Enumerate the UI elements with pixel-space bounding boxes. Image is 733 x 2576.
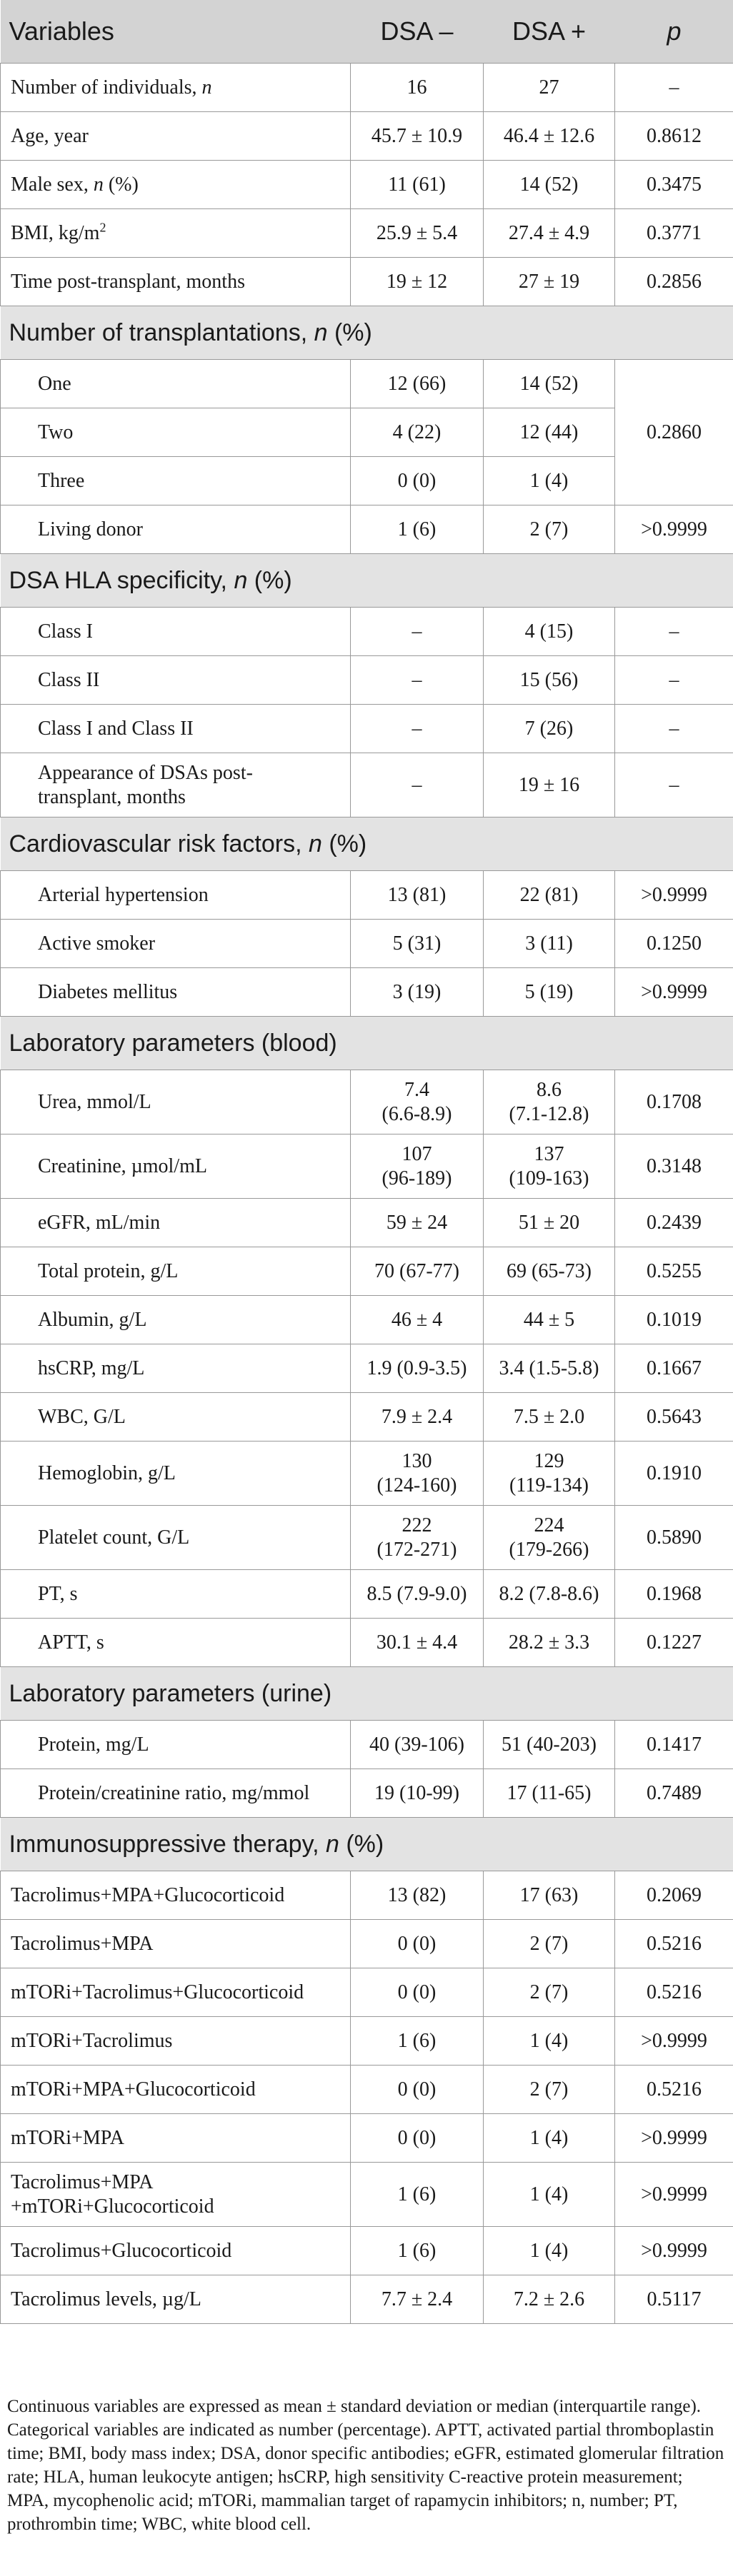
cell-p: 0.1417 (615, 1721, 733, 1769)
cell-p: 0.5216 (615, 1968, 733, 2017)
cell-dsa-positive: 51 (40-203) (484, 1721, 615, 1769)
cell-dsa-negative: 1.9 (0.9-3.5) (351, 1344, 484, 1393)
table-row (1, 2227, 733, 2275)
cell-p: – (615, 608, 733, 656)
row-label-line-2: transplant, months (38, 785, 186, 808)
cell-p: 0.1250 (615, 920, 733, 968)
table-row (1, 2114, 733, 2163)
section-header-lab-blood (1, 1017, 733, 1070)
cell-dsa-negative: 40 (39-106) (351, 1721, 484, 1769)
cell-dsa-positive: 3.4 (1.5-5.8) (484, 1344, 615, 1393)
row-label: Tacrolimus levels, µg/L (1, 2275, 351, 2324)
cell-dsa-negative: 16 (351, 64, 484, 112)
row-label: Class I and Class II (1, 705, 351, 753)
row-label: Hemoglobin, g/L (1, 1442, 351, 1506)
row-label: Tacrolimus+Glucocorticoid (1, 2227, 351, 2275)
cell-p: 0.1227 (615, 1619, 733, 1667)
cell-dsa-positive: 2 (7) (484, 505, 615, 554)
cell-p: – (615, 753, 733, 817)
table-row (1, 871, 733, 920)
table-row (1, 1070, 733, 1134)
table-row (1, 753, 733, 817)
cell-dsa-positive: 17 (11-65) (484, 1769, 615, 1818)
cell-dsa-negative: 0 (0) (351, 1968, 484, 2017)
value-line-1: 137 (534, 1142, 564, 1165)
row-label: mTORi+Tacrolimus (1, 2017, 351, 2066)
cell-dsa-positive: 7 (26) (484, 705, 615, 753)
cell-p: >0.9999 (615, 505, 733, 554)
cell-dsa-negative (351, 1070, 484, 1134)
cell-dsa-positive: 28.2 ± 3.3 (484, 1619, 615, 1667)
cell-dsa-positive: 22 (81) (484, 871, 615, 920)
row-label: eGFR, mL/min (1, 1199, 351, 1247)
cell-dsa-negative (351, 1442, 484, 1506)
table-row (1, 1442, 733, 1506)
row-label-line-1: Tacrolimus+MPA (11, 2170, 154, 2193)
section-title: Laboratory parameters (blood) (1, 1017, 733, 1070)
cell-dsa-positive: 2 (7) (484, 2066, 615, 2114)
row-label: Total protein, g/L (1, 1247, 351, 1296)
row-label: Three (1, 457, 351, 505)
row-label: Protein/creatinine ratio, mg/mmol (1, 1769, 351, 1818)
table-row (1, 1871, 733, 1920)
row-label: mTORi+MPA (1, 2114, 351, 2163)
row-label-line-2: +mTORi+Glucocorticoid (11, 2195, 214, 2218)
cell-p: 0.1968 (615, 1570, 733, 1619)
table-row (1, 360, 733, 408)
cell-dsa-positive: 7.5 ± 2.0 (484, 1393, 615, 1442)
cell-p: 0.5117 (615, 2275, 733, 2324)
cell-dsa-positive: 1 (4) (484, 2017, 615, 2066)
row-label: BMI, $kg/m^2$ (1, 209, 351, 258)
value-line-2: (6.6-8.9) (382, 1102, 452, 1125)
table-row (1, 920, 733, 968)
table-row (1, 1506, 733, 1570)
cell-dsa-negative: 3 (19) (351, 968, 484, 1017)
cell-dsa-positive: 19 ± 16 (484, 753, 615, 817)
cell-dsa-negative: – (351, 705, 484, 753)
table-row (1, 1296, 733, 1344)
cell-dsa-positive: 44 ± 5 (484, 1296, 615, 1344)
cell-p: >0.9999 (615, 2163, 733, 2227)
cell-p: >0.9999 (615, 968, 733, 1017)
cell-p: 0.5255 (615, 1247, 733, 1296)
table-row (1, 2275, 733, 2324)
cell-p: – (615, 705, 733, 753)
cell-dsa-positive: 27.4 ± 4.9 (484, 209, 615, 258)
row-label: Urea, mmol/L (1, 1070, 351, 1134)
cell-p: 0.1019 (615, 1296, 733, 1344)
cell-dsa-positive: 46.4 ± 12.6 (484, 112, 615, 161)
section-header-transplantations (1, 306, 733, 360)
value-line-2: (109-163) (509, 1167, 589, 1189)
cell-dsa-negative: 1 (6) (351, 2227, 484, 2275)
table-row (1, 705, 733, 753)
cell-p: – (615, 64, 733, 112)
col-header-dsa-positive: DSA + (484, 0, 615, 64)
cell-dsa-positive: 14 (52) (484, 360, 615, 408)
cell-dsa-negative: 1 (6) (351, 2017, 484, 2066)
cell-dsa-negative: 59 ± 24 (351, 1199, 484, 1247)
table-row (1, 64, 733, 112)
value-line-1: 8.6 (537, 1078, 562, 1101)
cell-dsa-negative: 46 ± 4 (351, 1296, 484, 1344)
header-row (1, 0, 733, 64)
value-line-1: 222 (402, 1514, 432, 1536)
table-row (1, 2163, 733, 2227)
row-label: Number of individuals, n (1, 64, 351, 112)
cell-p-group: 0.2860 (615, 360, 733, 505)
row-label: Creatinine, µmol/mL (1, 1134, 351, 1199)
row-label: Arterial hypertension (1, 871, 351, 920)
section-title: Laboratory parameters (urine) (1, 1667, 733, 1721)
cell-dsa-positive: 69 (65-73) (484, 1247, 615, 1296)
table-row (1, 505, 733, 554)
section-title: Number of transplantations, n (%) (1, 306, 733, 360)
cell-dsa-negative: 13 (81) (351, 871, 484, 920)
cell-p: 0.7489 (615, 1769, 733, 1818)
table-row (1, 1393, 733, 1442)
table-row (1, 2066, 733, 2114)
row-label: Age, year (1, 112, 351, 161)
value-line-1: 130 (402, 1449, 432, 1472)
table-row (1, 1344, 733, 1393)
cell-dsa-positive: 5 (19) (484, 968, 615, 1017)
table-row (1, 258, 733, 306)
cell-dsa-negative: – (351, 608, 484, 656)
cell-dsa-positive: 7.2 ± 2.6 (484, 2275, 615, 2324)
cell-p: >0.9999 (615, 871, 733, 920)
cell-dsa-negative: – (351, 753, 484, 817)
cell-dsa-negative: 0 (0) (351, 1920, 484, 1968)
cell-dsa-negative: 13 (82) (351, 1871, 484, 1920)
row-label: Two (1, 408, 351, 457)
cell-p: 0.3148 (615, 1134, 733, 1199)
cell-dsa-negative: 12 (66) (351, 360, 484, 408)
cell-dsa-negative: 30.1 ± 4.4 (351, 1619, 484, 1667)
row-label: Platelet count, G/L (1, 1506, 351, 1570)
cell-dsa-negative: 4 (22) (351, 408, 484, 457)
section-title: Immunosuppressive therapy, n (%) (1, 1818, 733, 1871)
cell-p: 0.8612 (615, 112, 733, 161)
cell-p: 0.5643 (615, 1393, 733, 1442)
table-row (1, 1721, 733, 1769)
cell-p: >0.9999 (615, 2017, 733, 2066)
cell-p: 0.2439 (615, 1199, 733, 1247)
row-label: mTORi+MPA+Glucocorticoid (1, 2066, 351, 2114)
cell-dsa-positive: 17 (63) (484, 1871, 615, 1920)
value-line-1: 224 (534, 1514, 564, 1536)
row-label: Active smoker (1, 920, 351, 968)
row-label: PT, s (1, 1570, 351, 1619)
table-footnote: Continuous variables are expressed as mean ± standard deviation or median (interquartile range). Categorical variables are indicated as number (percentage). APTT, activated partial thromboplastin time; BMI, body mass index; DSA, donor specific antibodies; eGFR, estimated glomerular filtration rate; HLA, human leukocyte antigen; hsCRP, high sensitivity C-reactive protein measurement; MPA, mycophenolic acid; mTORi, mammalian target of rapamycin inhibitors; n, number; PT, prothrombin time; WBC, white blood cell. (7, 2397, 724, 2534)
cell-p: – (615, 656, 733, 705)
cell-p: >0.9999 (615, 2114, 733, 2163)
cell-p: 0.5890 (615, 1506, 733, 1570)
row-label-line-1: Appearance of DSAs post- (38, 761, 253, 784)
cell-dsa-negative: 8.5 (7.9-9.0) (351, 1570, 484, 1619)
cell-dsa-negative: 19 (10-99) (351, 1769, 484, 1818)
row-label: Diabetes mellitus (1, 968, 351, 1017)
cell-dsa-positive: 51 ± 20 (484, 1199, 615, 1247)
cell-dsa-positive: 27 ± 19 (484, 258, 615, 306)
section-title: DSA HLA specificity, n (%) (1, 554, 733, 608)
table-row (1, 1920, 733, 1968)
section-header-immunosuppressive (1, 1818, 733, 1871)
cell-p: 0.5216 (615, 2066, 733, 2114)
cell-dsa-positive: 1 (4) (484, 2163, 615, 2227)
cell-dsa-negative: 0 (0) (351, 457, 484, 505)
value-line-2: (179-266) (509, 1538, 589, 1561)
cell-p: 0.1910 (615, 1442, 733, 1506)
cell-dsa-negative (351, 1506, 484, 1570)
cell-dsa-positive (484, 1442, 615, 1506)
row-label: Protein, mg/L (1, 1721, 351, 1769)
cell-dsa-negative: 45.7 ± 10.9 (351, 112, 484, 161)
cell-dsa-positive: 12 (44) (484, 408, 615, 457)
table-row (1, 1199, 733, 1247)
cell-p: 0.3771 (615, 209, 733, 258)
section-header-lab-urine (1, 1667, 733, 1721)
cell-dsa-positive: 2 (7) (484, 1968, 615, 2017)
cell-dsa-positive: 27 (484, 64, 615, 112)
cell-dsa-positive: 1 (4) (484, 457, 615, 505)
cell-dsa-negative: 25.9 ± 5.4 (351, 209, 484, 258)
col-header-variables: Variables (1, 0, 351, 64)
table-row (1, 2017, 733, 2066)
table-row (1, 656, 733, 705)
cell-dsa-positive: 14 (52) (484, 161, 615, 209)
cell-dsa-negative (351, 1134, 484, 1199)
table-row (1, 161, 733, 209)
row-label: One (1, 360, 351, 408)
row-label: Class I (1, 608, 351, 656)
col-header-p: p (615, 0, 733, 64)
cell-dsa-positive: 1 (4) (484, 2227, 615, 2275)
cell-p: 0.1708 (615, 1070, 733, 1134)
value-line-1: 7.4 (404, 1078, 429, 1101)
cell-dsa-negative: 19 ± 12 (351, 258, 484, 306)
cell-dsa-negative: 0 (0) (351, 2066, 484, 2114)
row-label: Class II (1, 656, 351, 705)
cell-dsa-positive: 2 (7) (484, 1920, 615, 1968)
cell-p: >0.9999 (615, 2227, 733, 2275)
section-header-dsa-hla (1, 554, 733, 608)
row-label: Male sex, n (%) (1, 161, 351, 209)
cell-dsa-positive: 15 (56) (484, 656, 615, 705)
table-row (1, 1769, 733, 1818)
section-title: Cardiovascular risk factors, n (%) (1, 817, 733, 871)
value-line-2: (172-271) (377, 1538, 457, 1561)
cell-dsa-positive: 8.2 (7.8-8.6) (484, 1570, 615, 1619)
cell-dsa-positive: 3 (11) (484, 920, 615, 968)
table-row (1, 608, 733, 656)
value-line-1: 107 (402, 1142, 432, 1165)
table-row (1, 1619, 733, 1667)
cell-dsa-positive (484, 1506, 615, 1570)
value-line-1: 129 (534, 1449, 564, 1472)
cell-p: 0.3475 (615, 161, 733, 209)
table-row (1, 968, 733, 1017)
row-label: Tacrolimus+MPA (1, 1920, 351, 1968)
cell-p: 0.5216 (615, 1920, 733, 1968)
cell-dsa-negative: 70 (67-77) (351, 1247, 484, 1296)
cell-dsa-negative: 1 (6) (351, 505, 484, 554)
row-label (1, 2163, 351, 2227)
row-label: Living donor (1, 505, 351, 554)
value-line-2: (124-160) (377, 1474, 457, 1496)
table-row (1, 112, 733, 161)
cell-dsa-negative: 1 (6) (351, 2163, 484, 2227)
cell-dsa-positive (484, 1070, 615, 1134)
cell-dsa-positive: 4 (15) (484, 608, 615, 656)
cell-dsa-negative: 7.9 ± 2.4 (351, 1393, 484, 1442)
row-label: Albumin, g/L (1, 1296, 351, 1344)
row-label: Tacrolimus+MPA+Glucocorticoid (1, 1871, 351, 1920)
cell-p: 0.2069 (615, 1871, 733, 1920)
table-row (1, 1570, 733, 1619)
cell-p: 0.1667 (615, 1344, 733, 1393)
table-row (1, 1247, 733, 1296)
value-line-2: (7.1-12.8) (509, 1102, 589, 1125)
value-line-2: (119-134) (509, 1474, 589, 1496)
section-header-cardiovascular (1, 817, 733, 871)
row-label: hsCRP, mg/L (1, 1344, 351, 1393)
cell-dsa-negative: 0 (0) (351, 2114, 484, 2163)
cell-dsa-negative: 7.7 ± 2.4 (351, 2275, 484, 2324)
table-row (1, 1968, 733, 2017)
table-row (1, 1134, 733, 1199)
value-line-2: (96-189) (382, 1167, 452, 1189)
row-label: WBC, G/L (1, 1393, 351, 1442)
row-label: mTORi+Tacrolimus+Glucocorticoid (1, 1968, 351, 2017)
cell-dsa-negative: 11 (61) (351, 161, 484, 209)
cell-dsa-positive (484, 1134, 615, 1199)
row-label: Time post-transplant, months (1, 258, 351, 306)
col-header-dsa-negative: DSA – (351, 0, 484, 64)
row-label (1, 753, 351, 817)
cell-dsa-negative: – (351, 656, 484, 705)
cell-p: 0.2856 (615, 258, 733, 306)
cell-dsa-positive: 1 (4) (484, 2114, 615, 2163)
row-label: APTT, s (1, 1619, 351, 1667)
cell-dsa-negative: 5 (31) (351, 920, 484, 968)
table-row (1, 209, 733, 258)
